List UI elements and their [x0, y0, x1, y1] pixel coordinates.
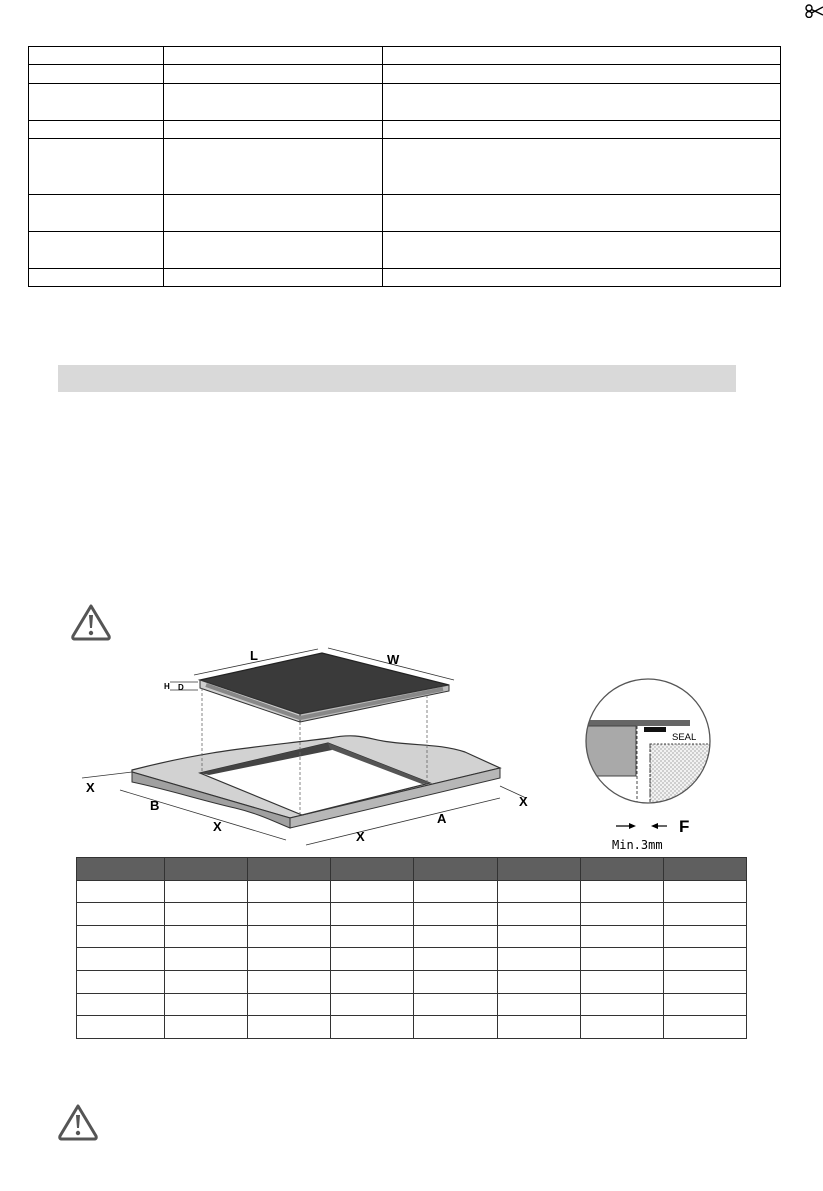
width-label: W	[387, 652, 400, 667]
seal-label: SEAL	[672, 732, 697, 743]
table-header-row	[77, 858, 747, 881]
table-row	[29, 84, 781, 121]
cutout-length-label: A	[437, 811, 447, 826]
specification-table	[28, 46, 781, 287]
clearance-label-bottom: X	[356, 829, 365, 844]
table-row	[29, 269, 781, 287]
table-row	[29, 195, 781, 232]
warning-triangle-icon	[56, 1102, 100, 1142]
dimensions-table	[76, 857, 747, 1039]
table-row	[29, 139, 781, 195]
table-row	[29, 47, 781, 65]
section-heading-bar	[58, 365, 736, 392]
cutout-width-label: B	[150, 798, 160, 813]
table-row	[77, 1016, 747, 1039]
table-row	[29, 65, 781, 84]
table-row	[77, 970, 747, 993]
length-label: L	[250, 648, 258, 663]
scissors-icon	[805, 4, 823, 18]
table-row	[77, 880, 747, 903]
clearance-label-front: X	[213, 819, 222, 834]
table-row	[29, 121, 781, 139]
table-row	[29, 232, 781, 269]
height-label: H	[164, 682, 170, 691]
installation-diagram	[60, 640, 760, 860]
table-row	[77, 925, 747, 948]
table-row	[77, 903, 747, 926]
min-gap-label: Min.3mm	[612, 838, 663, 852]
table-row	[77, 948, 747, 971]
hob	[200, 653, 449, 722]
table-row	[77, 993, 747, 1016]
warning-triangle-icon	[69, 602, 113, 642]
clearance-label-left: X	[86, 780, 95, 795]
depth-label: D	[178, 683, 184, 692]
seal-detail	[580, 679, 720, 852]
gap-label: F	[679, 817, 690, 836]
clearance-label-right: X	[519, 794, 528, 809]
